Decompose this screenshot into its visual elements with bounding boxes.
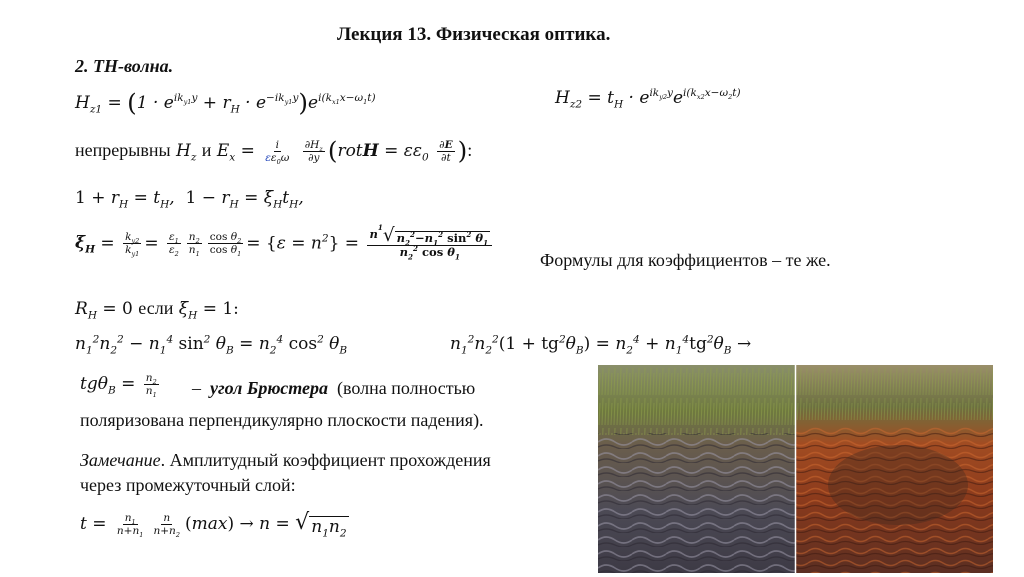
xi-formula: $\xi_H$ = $\frac{k_{y2}}{k_{y1}}$ = $\frac{\varepsilon_1}{\varepsilon_2}$ $\frac{n_2}{n_1}$ $\frac{\cos \theta_2}{\cos \theta_1}$ = $\{\varepsilon = n^2\}$ = n 1 √ $n_2^2-n_1^2$ $\sin^2 \theta_1$ $n_2^2$ $\cos \theta_1$: [75, 228, 495, 260]
brewster-text-line1: – угол Брюстера (волна полностью: [192, 378, 476, 398]
continuity-line: непрерывны $H_z$ и $E_x$ = $\frac{i}{\varepsilon\varepsilon_0\omega}$ $\frac{\partial H_z}{\partial y}$ (rotH = $\varepsilon\varepsilon_0$ $\frac{\partial E}{\partial t}$ ):: [75, 136, 473, 167]
brewster-condition: $R_H = 0$ если $\xi_H = 1$:: [75, 298, 239, 322]
formula-hz1: $H_{z1} = (1 \cdot e^{ik_{y1}y} + r_H \cdot e^{-ik_{y1}y})e^{i(k_{x1}x-\omega_1t)}$: [75, 88, 376, 117]
note-line2: через промежуточный слой:: [80, 475, 296, 495]
brewster-angle-formula: tgθ$_B$ = $\frac{n_2}{n_1}$: [80, 372, 157, 400]
section-heading: 2. ТН-волна.: [75, 56, 174, 76]
note-line1: Замечание. Амплитудный коэффициент прохождения: [80, 450, 491, 470]
brewster-equation-tg: $n_1^2n_2^2(1 + tg^2\theta_B) = n_2^4 + n_1^4tg^2\theta_B$ →: [450, 333, 752, 357]
brewster-equation: $n_1^2n_2^2 - n_1^4$ $\sin^2 \theta_B = n_2^4$ $\cos^2 \theta_B$: [75, 333, 348, 357]
coefficients-remark: Формулы для коэффициентов – те же.: [540, 250, 831, 270]
formula-hz2: $H_{z2} = t_H \cdot e^{ik_{y2}y}e^{i(k_{x2}x-\omega_2t)}$: [555, 87, 741, 111]
brewster-text-line2: поляризована перпендикулярно плоскости падения).: [80, 410, 484, 430]
slide-title: Лекция 13. Физическая оптика.: [337, 24, 611, 45]
water-surface-photo: [598, 365, 993, 573]
photo-image: [598, 365, 993, 573]
boundary-conditions: $1 + r_H = t_H$, $1 - r_H = \xi_Ht_H$,: [75, 188, 304, 211]
transmission-formula: t = $\frac{n_1}{n+n_1}$ $\frac{n}{n+n_2}$ (max) → n = √ $n_1n_2$: [80, 509, 347, 540]
